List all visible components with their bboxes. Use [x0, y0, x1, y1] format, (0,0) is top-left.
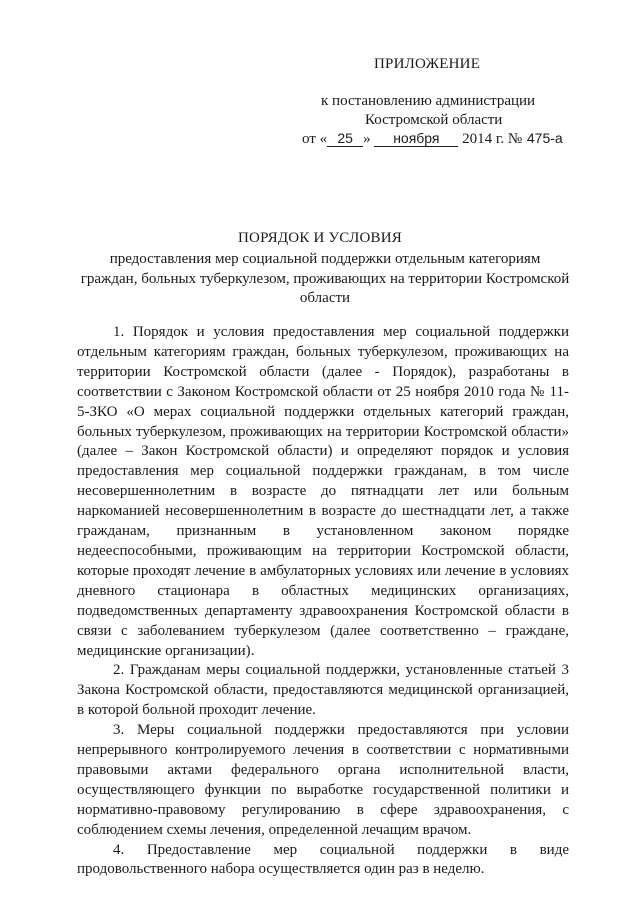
appendix-date-line — [302, 131, 564, 148]
appendix-title: ПРИЛОЖЕНИЕ — [374, 56, 481, 72]
document-subtitle: предоставления мер социальной поддержки отдельным категориям граждан, больных туберкулезом, проживающих на территории Костромской области — [80, 251, 570, 306]
document-body — [77, 323, 569, 880]
paragraph-3: 3. Меры социальной поддержки предоставляются при условии непрерывного контролируемого лечения в соответствии с нормативными правовыми актами федерального органа исполнительной власти, осуществляющего функции по выработке государственной политики и нормативно-правовому регулированию в сфере здравоохранения, с соблюдением схемы лечения, определенной лечащим врачом. — [77, 722, 569, 838]
appendix-region-line: Костромской области — [365, 112, 503, 128]
date-day: 25 — [327, 131, 363, 147]
document-heading: ПОРЯДОК И УСЛОВИЯ — [238, 230, 402, 246]
paragraph-1: 1. Порядок и условия предоставления мер социальной поддержки отдельным категориям граждан, больных туберкулезом, проживающих на территории Костромской области (далее - Порядок), разработаны в соответствии с Законом Костромской области от 25 ноября 2010 года № 11-5-ЗКО «О мерах социальной поддержки отдельных категорий граждан, больных туберкулезом, проживающих на территории Костромской области» (далее – Закон Костромской области) и определяют порядок и условия предоставления мер социальной поддержки гражданам, в том числе несовершеннолетним в возрасте до пятнадцати лет или больным наркоманией несовершеннолетним в возрасте до шестнадцати лет, а также гражданам, признанным в установленном законом порядке недееспособными, проживающим на территории Костромской области, которые проходят лечение в амбулаторных условиях или лечение в условиях дневного стационара в областных медицинских организациях, подведомственных департаменту здравоохранения Костромской области в связи с заболеванием туберкулезом (далее соответственно – граждане, медицинские организации). — [77, 324, 569, 659]
date-month: ноября — [374, 131, 458, 147]
date-quote-close: » — [363, 131, 371, 147]
appendix-decree-line: к постановлению администрации — [321, 93, 536, 109]
date-year-part: 2014 г. № — [462, 131, 523, 147]
paragraph-4: 4. Предоставление мер социальной поддержки в виде продовольственного набора осуществляется один раз в неделю. — [77, 841, 569, 878]
decree-number: 475-а — [526, 130, 563, 146]
date-prefix: от « — [302, 131, 328, 147]
paragraph-2: 2. Гражданам меры социальной поддержки, установленные статьей 3 Закона Костромской области, предоставляются медицинской организацией, в которой больной проходит лечение. — [77, 662, 569, 719]
